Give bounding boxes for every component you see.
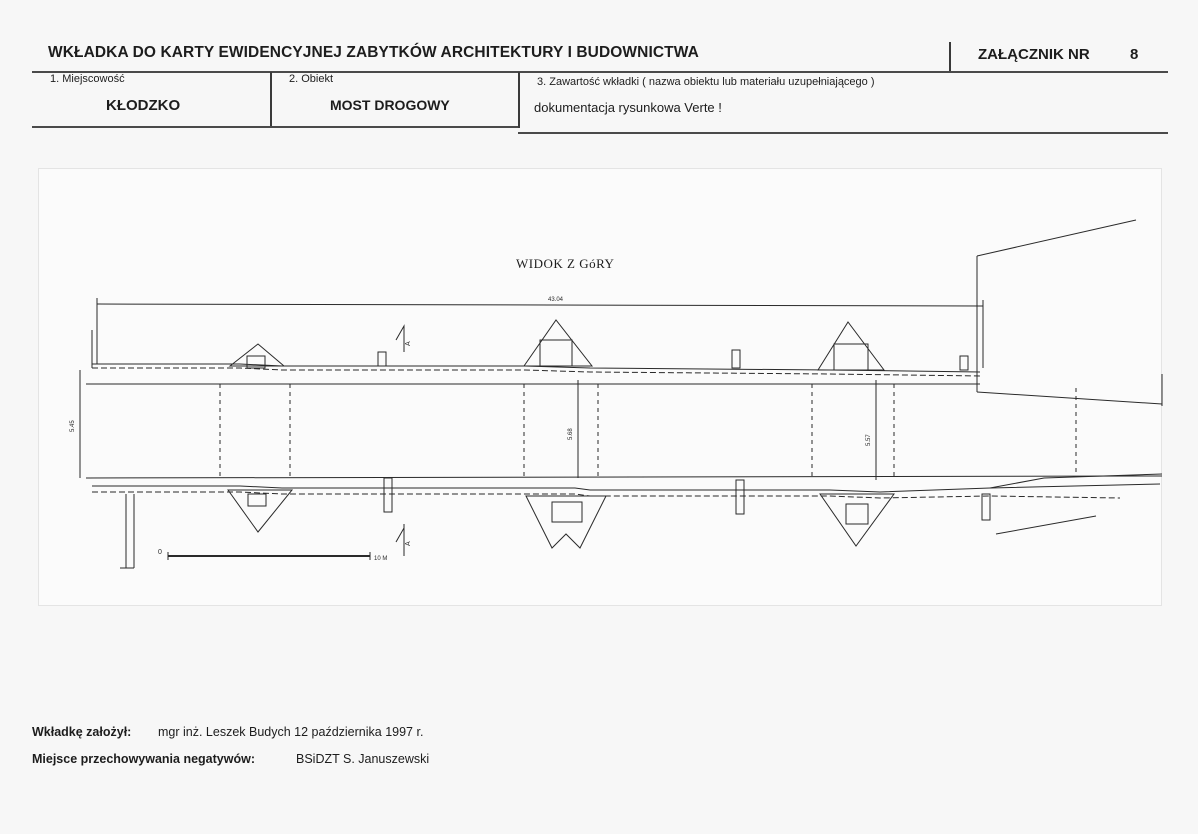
locality-label: 1. Miejscowość [50, 73, 125, 85]
content-value: dokumentacja rysunkowa Verte ! [534, 100, 722, 115]
pier-cutwater-upper-3 [818, 322, 884, 370]
annex-number: 8 [1130, 46, 1139, 63]
pier-cutwater-upper-2 [524, 320, 592, 366]
pier-cutwater-upper-1 [230, 344, 284, 366]
dim-total-label: 43.04 [548, 297, 564, 303]
dim-left-width-label: 5.45 [70, 420, 76, 432]
object-label: 2. Obiekt [289, 73, 334, 85]
negatives-storage-label: Miejsce przechowywania negatywów: [32, 752, 255, 766]
drawing-title: WIDOK Z GóRY [516, 256, 615, 271]
negatives-storage-value: BSiDZT S. Januszewski [296, 752, 430, 766]
object-value: MOST DROGOWY [330, 97, 450, 113]
locality-value: KŁODZKO [106, 97, 181, 114]
created-by-value: mgr inż. Leszek Budych 12 października 1997 r. [158, 725, 424, 739]
section-marker-top: A [405, 341, 412, 346]
structure-line-right [977, 220, 1136, 256]
content-label: 3. Zawartość wkładki ( nazwa obiektu lub materiału uzupełniającego ) [537, 76, 875, 88]
dimension-line-total [97, 304, 983, 306]
pier-cutwater-lower-1 [228, 490, 292, 532]
document-title: WKŁADKA DO KARTY EWIDENCYJNEJ ZABYTKÓW ARCHITEKTURY I BUDOWNICTWA [48, 44, 699, 61]
annex-label: ZAŁĄCZNIK NR [978, 46, 1090, 63]
scale-zero-label: 0 [158, 549, 162, 556]
created-by-label: Wkładkę założył: [32, 725, 132, 739]
section-marker-bottom: A [405, 541, 412, 546]
pier-cutwater-lower-3 [820, 494, 894, 546]
scale-end-label: 10 M [374, 556, 388, 562]
dim-right-width-label: 5.57 [866, 434, 872, 446]
dim-mid-width-label: 5.68 [568, 428, 574, 440]
